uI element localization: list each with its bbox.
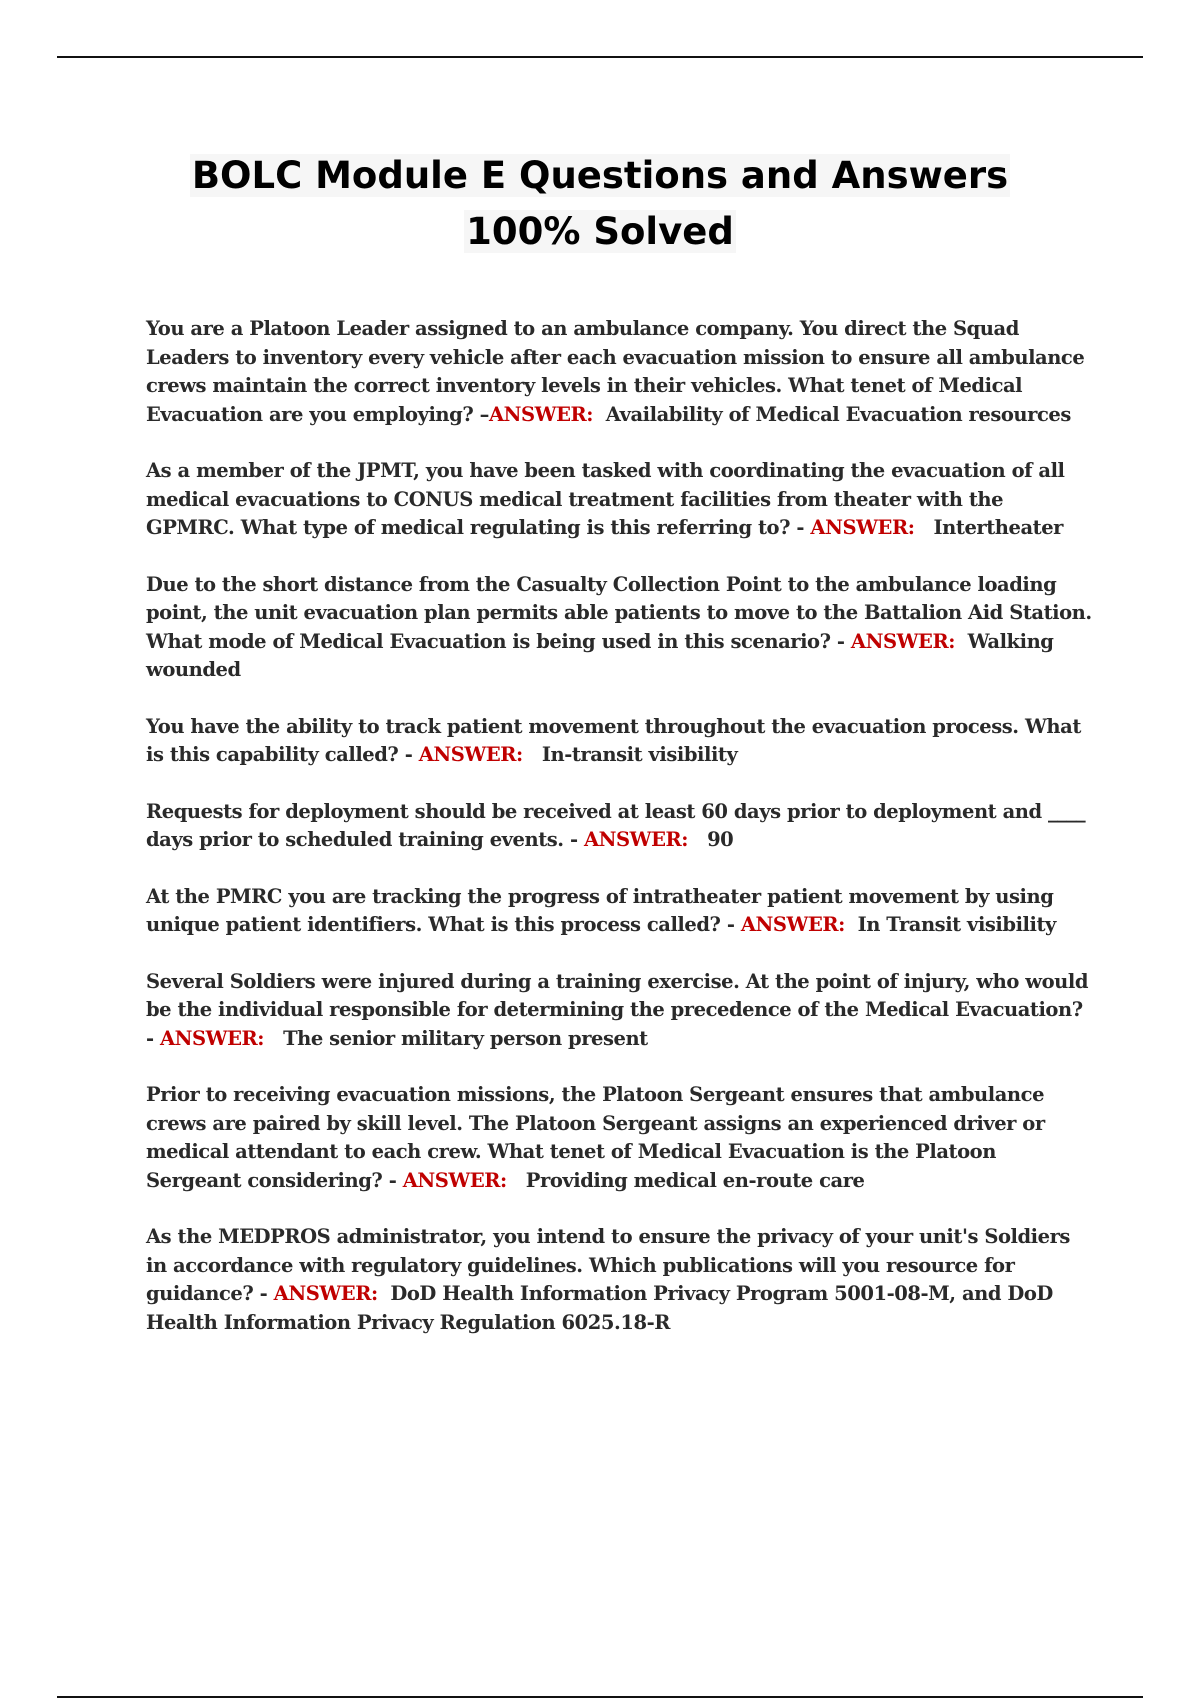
top-rule xyxy=(57,56,1143,58)
qa-item xyxy=(146,1081,1096,1195)
qa-item xyxy=(146,457,1096,543)
question-text: At the PMRC you are tracking the progress of intratheater patient movement by using unique patient identifiers. What is this process called? - xyxy=(146,884,1054,936)
answer-text: Intertheater xyxy=(933,516,1063,539)
answer-label: ANSWER: xyxy=(810,516,915,539)
qa-list xyxy=(146,315,1096,1365)
answer-text: 90 xyxy=(707,828,734,851)
title-line-1: BOLC Module E Questions and Answers xyxy=(191,154,1009,197)
question-text: You have the ability to track patient movement throughout the evacuation process. What is this capability called? - xyxy=(146,714,1081,766)
page-title xyxy=(0,148,1200,260)
title-line-2: 100% Solved xyxy=(466,210,734,253)
answer-label: ANSWER: xyxy=(402,1168,507,1192)
answer-text: DoD Health Information Privacy Program 5001-08-M, and DoD Health Information Privacy Regulation 6025.18-R xyxy=(146,1282,1053,1334)
qa-item xyxy=(146,571,1096,685)
bottom-rule xyxy=(57,1696,1143,1698)
qa-item xyxy=(146,1223,1096,1337)
answer-text: In-transit visibility xyxy=(541,743,738,766)
question-text: Due to the short distance from the Casualty Collection Point to the ambulance loading point, the unit evacuation plan permits able patients to move to the Battalion Aid Station. What mode of Medical Evacuation is being used in this scenario? - xyxy=(146,572,1092,653)
answer-label: ANSWER: xyxy=(273,1282,378,1305)
question-text: You are a Platoon Leader assigned to an ambulance company. You direct the Squad Leaders to inventory every vehicle after each evacuation mission to ensure all ambulance crews maintain the correct inventory levels in their vehicles. What tenet of Medical Evacuation are you employing? – xyxy=(146,317,1085,426)
qa-item xyxy=(146,315,1096,429)
qa-item xyxy=(146,883,1096,940)
question-text: As the MEDPROS administrator, you intend to ensure the privacy of your unit's Soldiers in accordance with regulatory guidelines. Which publications will you resource for guidance? - xyxy=(146,1225,1070,1305)
qa-item xyxy=(146,713,1096,770)
answer-text: In Transit visibility xyxy=(857,913,1056,936)
answer-label: ANSWER: xyxy=(159,1026,265,1050)
answer-label: ANSWER: xyxy=(850,629,955,653)
answer-label: ANSWER: xyxy=(418,743,523,766)
answer-text: Providing medical en-route care xyxy=(525,1168,865,1192)
question-text: Requests for deployment should be received at least 60 days prior to deployment and ____ days prior to scheduled training events. - xyxy=(146,799,1086,851)
answer-text: Walking wounded xyxy=(146,629,1054,681)
answer-text: Availability of Medical Evacuation resources xyxy=(605,402,1071,426)
answer-label: ANSWER: xyxy=(488,402,594,426)
question-text: Prior to receiving evacuation missions, the Platoon Sergeant ensures that ambulance crews are paired by skill level. The Platoon Sergeant assigns an experienced driver or medical attendant to each crew. What tenet of Medical Evacuation is the Platoon Sergeant considering? - xyxy=(146,1083,1045,1192)
answer-label: ANSWER: xyxy=(740,913,845,936)
answer-text: The senior military person present xyxy=(283,1026,648,1050)
question-text: As a member of the JPMT, you have been tasked with coordinating the evacuation of all medical evacuations to CONUS medical treatment facilities from theater with the GPMRC. What type of medical regulating is this referring to? - xyxy=(146,459,1065,539)
question-text: Several Soldiers were injured during a training exercise. At the point of injury, who would be the individual responsible for determining the precedence of the Medical Evacuation? - xyxy=(146,969,1089,1050)
qa-item xyxy=(146,968,1096,1054)
answer-label: ANSWER: xyxy=(583,828,689,851)
qa-item xyxy=(146,798,1096,855)
